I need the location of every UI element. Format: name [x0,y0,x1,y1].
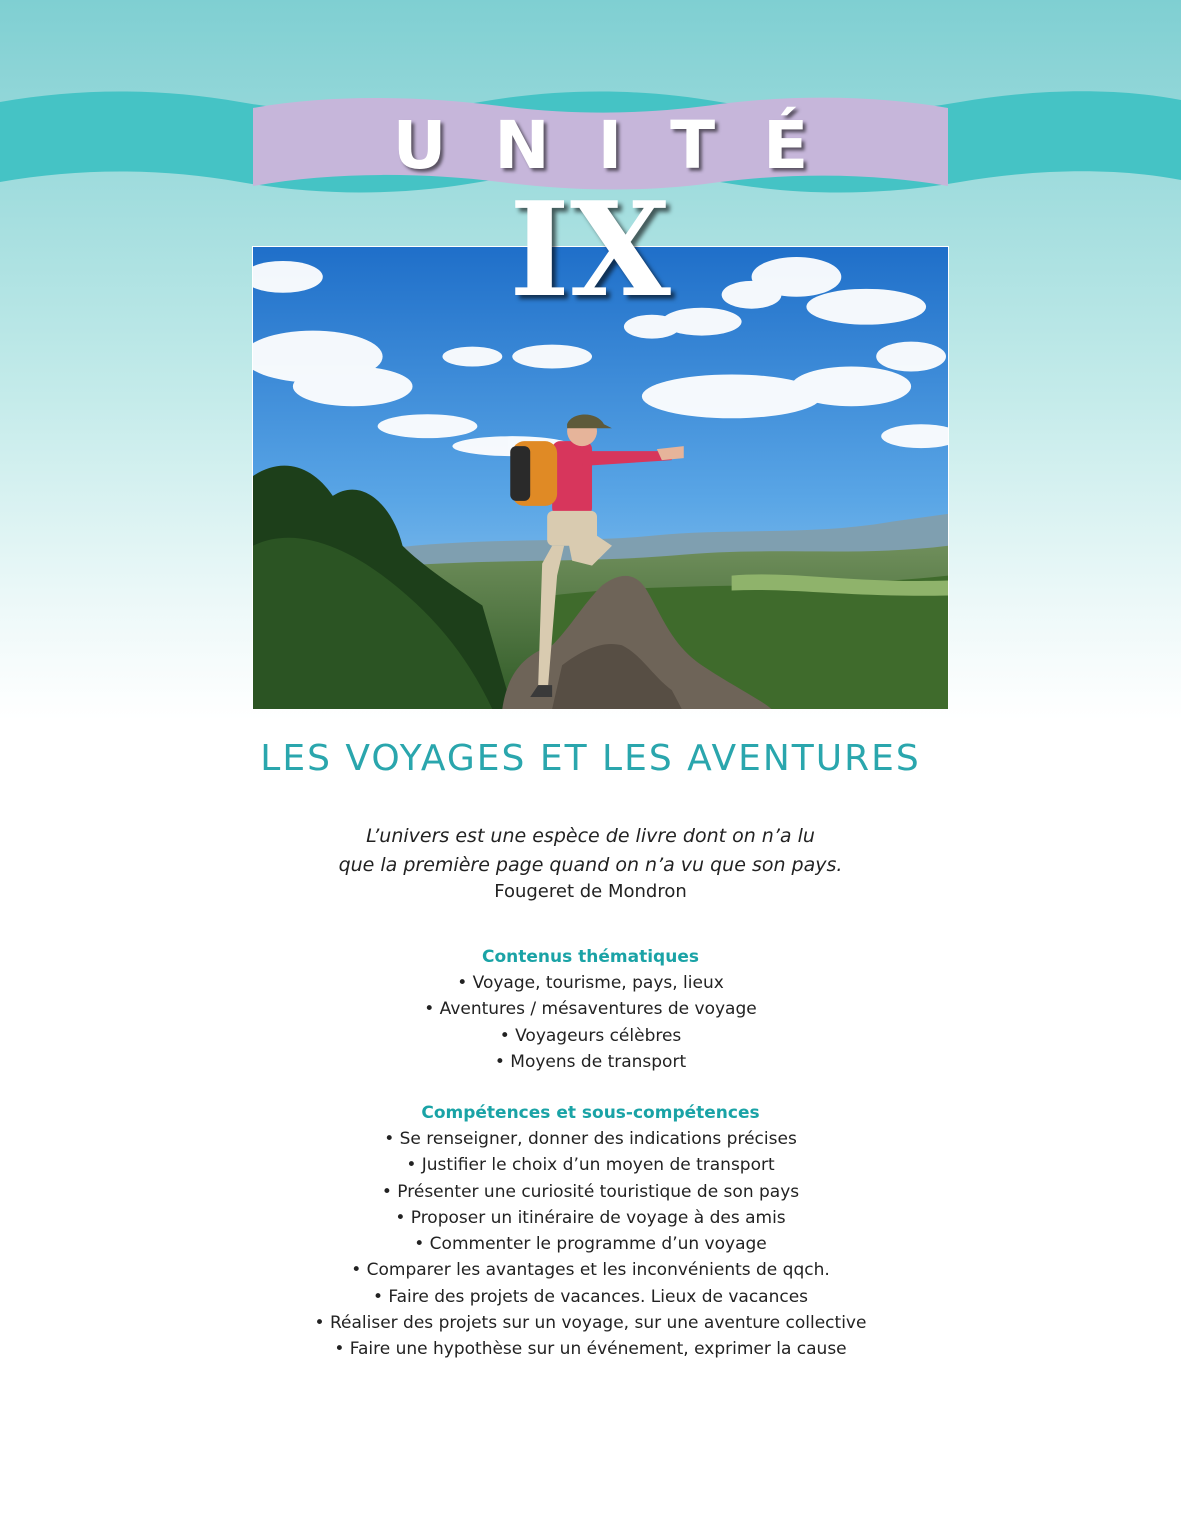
quote-author: Fougeret de Mondron [494,881,687,902]
unit-number: IX [509,173,671,326]
unit-title: LES VOYAGES ET LES AVENTURES [260,738,921,779]
skills-section [0,1100,1181,1363]
list-item: • Voyageurs célèbres [499,1025,682,1046]
quote-line-1: L’univers est une espèce de livre dont on n’a lu [366,825,815,847]
list-item: • Commenter le programme d’un voyage [414,1234,767,1255]
skills-heading: Compétences et sous-compétences [421,1103,760,1123]
list-item: • Proposer un itinéraire de voyage à des amis [395,1207,786,1228]
list-item: • Moyens de transport [494,1051,687,1072]
themes-section [0,944,1181,1075]
list-item: • Justifier le choix d’un moyen de transport [406,1155,775,1176]
unit-label: UNITÉ [392,107,857,184]
list-item: • Présenter une curiosité touristique de son pays [381,1181,800,1202]
themes-heading: Contenus thématiques [482,947,699,967]
quote-line-2: que la première page quand on n’a vu que son pays. [338,854,843,876]
list-item: • Faire une hypothèse sur un événement, exprimer la cause [334,1339,847,1360]
list-item: • Faire des projets de vacances. Lieux de vacances [372,1286,809,1307]
list-item: • Aventures / mésaventures de voyage [424,999,757,1020]
list-item: • Se renseigner, donner des indications précises [384,1129,797,1149]
list-item: • Réaliser des projets sur un voyage, sur une aventure collective [314,1313,867,1334]
list-item: • Comparer les avantages et les inconvénients de qqch. [351,1260,830,1281]
list-item: • Voyage, tourisme, pays, lieux [457,973,724,993]
epigraph [0,822,1181,904]
